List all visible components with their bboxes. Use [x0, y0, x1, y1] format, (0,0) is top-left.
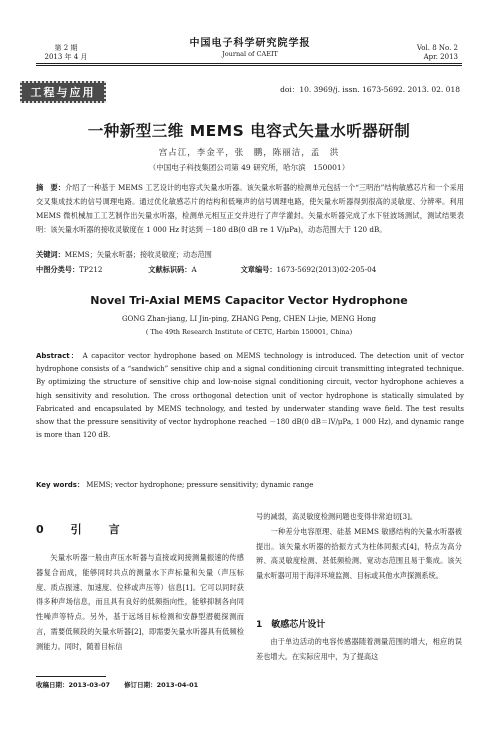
header-rule: [36, 63, 462, 64]
keywords-en: [36, 480, 313, 490]
classification-line: [36, 265, 464, 275]
article-number-value: 1673-5692(2013)02-205-04: [276, 265, 377, 274]
header-journal: [150, 38, 350, 59]
abstract-cn-label: 摘 要：: [36, 183, 65, 192]
header-volume: [417, 44, 458, 62]
section-0-heading: 0 引 言: [36, 523, 128, 536]
intro-paragraph: 矢量水听器一般由声压水听器与直接或间接测量振速的传感器复合而成，能够同时共点的测量水下声标量和矢量（声压标度、质点振速、加速度、位移或声压等）信息[1]。它可以同时获得多种声场信息，而且具有良好的低频指向性，能够抑制各向同性噪声等特点。另外，基于远场目标检测和安静型潜艇探测而言，需要低频段的矢量水听器[2]，即需要矢量水听器具有低频检测能力。同时，随着目标信: [36, 553, 244, 651]
english-authors: GONG Zhan-jiang, LI Jin-ping, ZHANG Peng, CHEN Li-jie, MENG Hong: [121, 315, 377, 323]
footnote-rule: [36, 676, 106, 677]
received-date: 收稿日期：2013-03-07: [36, 681, 111, 689]
doi: doi：10. 3969/j. issn. 1673-5692. 2013. 02. 018: [280, 85, 460, 94]
keywords-cn-text: MEMS；矢量水听器；接收灵敏度；动态范围: [64, 250, 212, 259]
keywords-en-text: MEMS; vector hydrophone; pressure sensitivity; dynamic range: [86, 481, 314, 489]
journal-name-en: Journal of CAEIT: [222, 50, 278, 58]
volume-date: Apr. 2013: [423, 53, 458, 61]
header-rule-thin: [36, 65, 462, 66]
section-1-heading: 1 敏感芯片设计: [256, 620, 326, 630]
header-issue: [36, 44, 96, 62]
doc-code-value: A: [191, 265, 197, 274]
right-paragraph-2: 一种差分电容原理、硅基 MEMS 敏感结构的矢量水听器被提出。该矢量水听器的拾振方式为柱体同振式[4]，特点为高分辨、高灵敏度检测、甚低频检测、宽动态范围且易于集成。该矢量水听器可用于海洋环境监测、目标或其他水声探测系统。: [256, 526, 462, 581]
english-affiliation: ( The 49th Research Institute of CETC, Harbin 150001, China): [145, 328, 353, 336]
affiliation: （中国电子科技集团公司第 49 研究所，哈尔滨 150001）: [148, 163, 350, 172]
journal-name-cn: 中国电子科学研究院学报: [189, 38, 311, 49]
clc-label: 中图分类号：: [36, 265, 80, 274]
article-number-label: 文章编号：: [240, 265, 277, 274]
right-column-text: [256, 510, 462, 584]
abstract-en: [36, 350, 464, 442]
clc-value: TP212: [79, 265, 103, 274]
keywords-en-label: Key words：: [36, 481, 84, 489]
revised-date: 修订日期：2013-04-01: [124, 681, 199, 689]
keywords-cn: [36, 250, 212, 260]
author-list: 宫占江，李金平，张 鹏，陈丽洁，孟 洪: [158, 148, 340, 158]
right-paragraph-1: 号的减弱，高灵敏度检测问题也变得非常迫切[3]。: [256, 512, 418, 521]
section-badge: 工程与应用: [20, 81, 106, 103]
paper-title: 一种新型三维 MEMS 电容式矢量水听器研制: [87, 122, 411, 140]
doc-code-label: 文献标识码：: [148, 265, 192, 274]
issue-date: 2013 年 4 月: [44, 53, 88, 61]
keywords-cn-label: 关键词：: [36, 250, 65, 259]
volume-number: Vol. 8 No. 2: [416, 44, 458, 52]
abstract-cn: [36, 181, 464, 237]
issue-number: 第 2 期: [54, 44, 78, 52]
footnote-dates: [36, 680, 198, 689]
abstract-en-label: Abstract：: [36, 352, 80, 360]
abstract-cn-text: 介绍了一种基于 MEMS 工艺设计的电容式矢量水听器。该矢量水听器的检测单元包括一个“三明治”结构敏感芯片和一个采用交叉集成技术的信号调理电路。通过优化敏感芯片的结构和低噪声的信号调理电路，使矢量水听器得到很高的灵敏度、分辨率。利用 MEMS 微机械加工工艺制作出矢量水听器，检测单元相互正交并进行了声学灌封。矢量水听器完成了水下驻波场测试，测试结果表明：该矢量水听器的接收灵敏度在 1 000 Hz 时达到 －180 dB(0 dB re 1 V/μPa)，动态范围大于 120 dB。: [36, 183, 464, 234]
english-title: Novel Tri-Axial MEMS Capacitor Vector Hydrophone: [90, 294, 408, 307]
abstract-en-text: A capacitor vector hydrophone based on MEMS technology is introduced. The detection unit of vector hydrophone consists of a “sandwich” sensitive chip and a signal conditioning circuit transmitting integrated technique. By optimizing the structure of sensitive chip and low-noise signal conditioning circuit, vector hydrophone achieves a high sensitivity and resolution. The cross orthogonal detection unit of vector hydrophone is statically simulated by Fabricated and encapsulated by MEMS technology, and tested by underwater standing wave field. The test results show that the pressure sensitivity of vector hydrophone reached －180 dB(0 dB＝lV/μPa, 1 000 Hz), and dynamic range is more than 120 dB.: [36, 352, 464, 440]
section-1-paragraph: 由于单边活动的电容传感器随着测量范围的增大，相应的误差也增大。在实际应用中，为了提高这: [256, 637, 462, 661]
